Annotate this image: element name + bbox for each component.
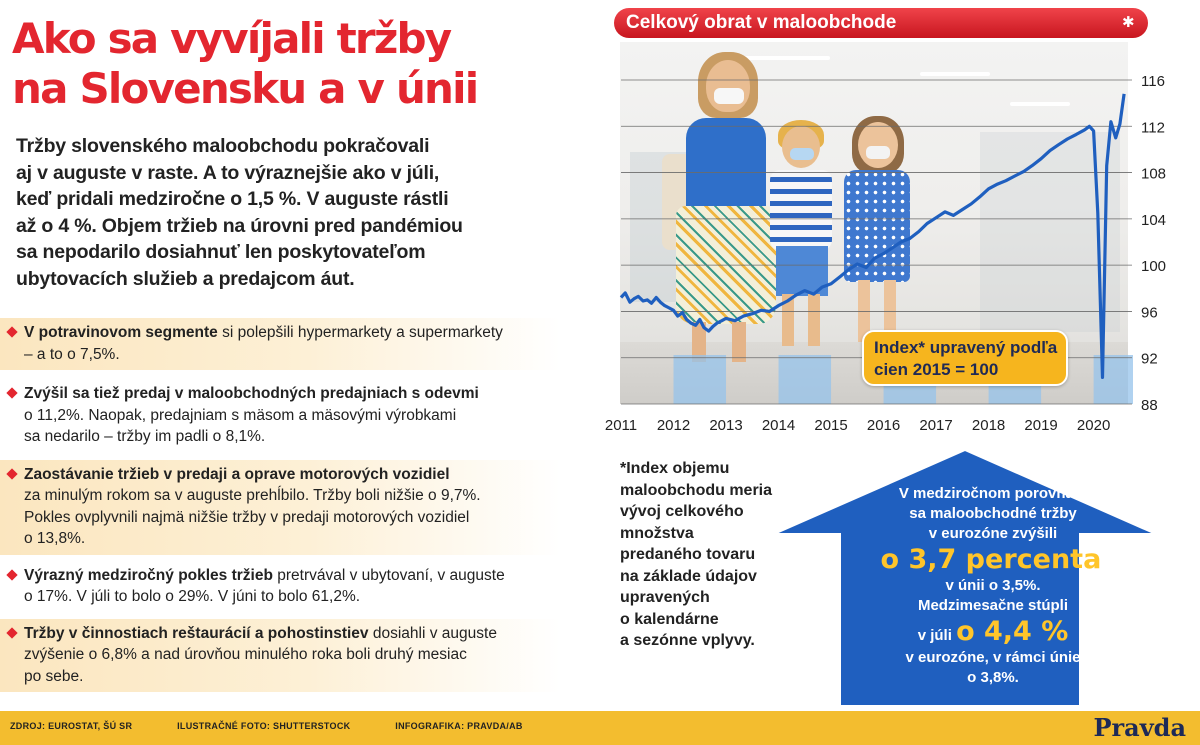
arrow-line: V medziročnom porovnaní — [898, 485, 1088, 502]
headline-line-1: Ako sa vyvíjali tržby — [12, 14, 451, 63]
footnote-line: množstva — [620, 524, 694, 542]
bullet-text: po sebe. — [24, 667, 84, 685]
lead-line: Tržby slovenského maloobchodu pokračovali — [16, 135, 430, 157]
footnote-line: predaného tovaru — [620, 546, 756, 563]
bullet-text: zvýšenie o 6,8% a nad úrovňou minulého roka boli druhý mesiac — [24, 646, 467, 663]
y-tick-label: 108 — [1141, 165, 1167, 183]
arrow-line: v únii o 3,5%. — [945, 577, 1041, 594]
year-band — [779, 355, 832, 404]
eurozone-stats-box — [840, 484, 1146, 688]
arrow-line: v eurozóne zvýšili — [928, 525, 1058, 542]
photo-credit: ILUSTRAČNÉ FOTO: SHUTTERSTOCK — [177, 721, 351, 731]
x-tick-label: 2014 — [761, 417, 796, 434]
x-tick-label: 2011 — [604, 417, 638, 434]
year-band — [674, 355, 727, 404]
index-note-line: cien 2015 = 100 — [874, 360, 999, 379]
arrow-line: sa maloobchodné tržby — [909, 505, 1077, 522]
footnote-line: o kalendárne — [620, 610, 719, 628]
x-tick-label: 2018 — [971, 417, 1006, 434]
x-tick-label: 2015 — [814, 417, 848, 434]
bullet-bold: Zaostávanie tržieb v predaji a oprave motorových vozidiel — [24, 465, 450, 483]
headline-line-2: na Slovensku a v únii — [12, 64, 478, 113]
credits — [10, 721, 565, 731]
highlight-value: o 3,7 percenta — [880, 544, 1102, 575]
bullet-text: o 11,2%. Naopak, predajniam s mäsom a mäsovými výrobkami — [24, 406, 457, 424]
lead-line: keď pridali medziročne o 1,5 %. V auguste rástli — [16, 188, 449, 210]
footnote-line: a sezónne vplyvy. — [620, 632, 755, 649]
arrow-line: v júli — [917, 627, 952, 644]
chart-title-text: Celkový obrat v maloobchode — [626, 12, 897, 33]
x-tick-label: 2012 — [656, 417, 691, 434]
graphic-credit: INFOGRAFIKA: PRAVDA/AB — [395, 721, 523, 731]
y-tick-label: 104 — [1141, 211, 1167, 229]
arrow-line: v eurozóne, v rámci únie — [905, 649, 1081, 666]
footnote-line: maloobchodu meria — [620, 481, 773, 499]
lead-line: ubytovacích služieb a predajcom áut. — [16, 267, 355, 290]
pravda-logo: Pravda — [1093, 713, 1186, 742]
bullet-text: o 17%. V júli to bolo o 29%. V júni to bolo 61,2%. — [24, 588, 361, 605]
x-tick-label: 2016 — [866, 417, 901, 434]
highlight-value: o 4,4 % — [956, 616, 1069, 647]
bullet-text: o 13,8%. — [24, 530, 86, 547]
x-tick-label: 2019 — [1024, 417, 1058, 434]
y-tick-label: 112 — [1141, 119, 1165, 137]
bullet-bold: Zvýšil sa tiež predaj v maloobchodných predajniach s odevmi — [24, 385, 479, 402]
arrow-line: o 3,8%. — [967, 669, 1019, 686]
x-tick-label: 2020 — [1076, 417, 1111, 434]
index-note-line: Index* upravený podľa — [874, 338, 1058, 357]
y-tick-label: 100 — [1141, 258, 1167, 276]
bullet-text: Pokles ovplyvnili najmä nižšie tržby v predaji motorových vozidiel — [24, 508, 470, 526]
lead-line: sa nepodarilo dosiahnuť len poskytovateľom — [16, 241, 426, 263]
arrow-line: Medzimesačne stúpli — [917, 597, 1069, 614]
footnote-line: na základe údajov — [620, 567, 757, 585]
bullet-text: dosiahli v auguste — [368, 624, 497, 642]
footnote-line: vývoj celkového — [620, 503, 744, 520]
y-tick-label: 116 — [1141, 73, 1165, 90]
footnote-line: upravených — [620, 589, 710, 606]
gear-icon: ✱ — [1122, 14, 1135, 31]
arrow-comma: , — [1101, 555, 1106, 572]
bullet-text: pretrvával v ubytovaní, v auguste — [272, 566, 505, 584]
source-credit: ZDROJ: EUROSTAT, ŠÚ SR — [10, 721, 133, 731]
y-tick-label: 92 — [1141, 350, 1158, 368]
bullet-bold: Tržby v činnostiach reštaurácií a pohostinstiev — [24, 624, 369, 642]
bullet-bold: V potravinovom segmente — [24, 324, 218, 341]
bullet-text: za minulým rokom sa v auguste prehĺbilo. Tržby boli nižšie o 9,7%. — [24, 487, 481, 504]
footer-bar — [0, 711, 1200, 745]
year-band — [1094, 355, 1133, 404]
lead-line: až o 4 %. Objem tržieb na úrovni pred pandémiou — [16, 214, 463, 237]
bullet-text: si polepšili hypermarkety a supermarkety — [217, 324, 503, 341]
bullet-text: – a to o 7,5%. — [24, 345, 120, 363]
y-tick-label: 96 — [1141, 304, 1158, 322]
footnote-line: *Index objemu — [620, 460, 730, 477]
x-tick-label: 2017 — [919, 417, 953, 434]
index-note-box — [862, 330, 1068, 386]
bullet-text: sa nedarilo – tržby im padli o 8,1%. — [24, 428, 266, 445]
bullet-bold: Výrazný medziročný pokles tržieb — [24, 566, 273, 584]
lead-line: aj v auguste v raste. A to výraznejšie ako v júli, — [16, 161, 440, 184]
x-tick-label: 2013 — [709, 417, 743, 434]
y-tick-label: 88 — [1141, 397, 1158, 414]
